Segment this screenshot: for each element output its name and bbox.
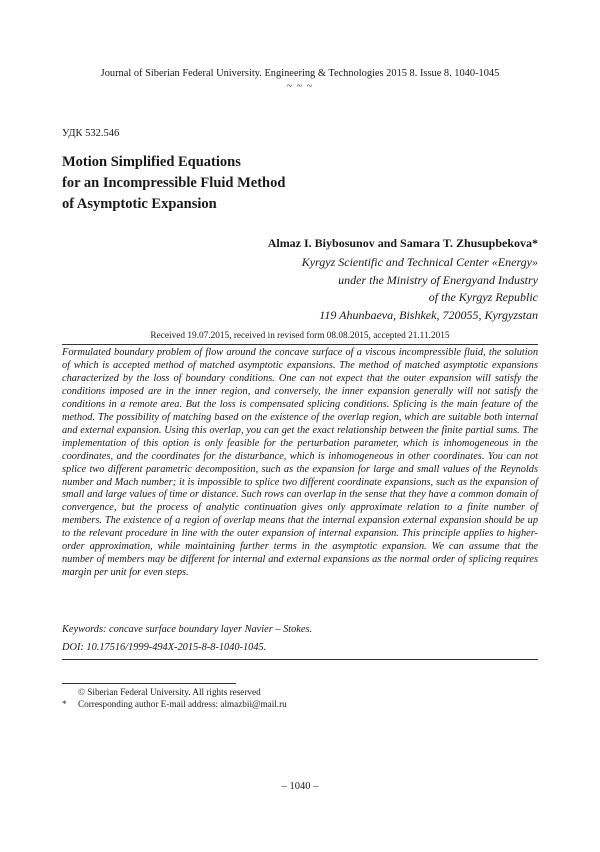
affiliation-line: under the Ministry of Energyand Industry (338, 272, 538, 287)
abstract: Formulated boundary problem of flow around the concave surface of a viscous incompressible fluid, the solution of which is accepted method of matched asymptotic expansions. The method of matched asymptotic expansions characterized by the loss of boundary conditions. One can not expect that the outer expansion will satisfy the conditions imposed are in the inner region, and conversely, the inner expansion generally will not satisfy the conditions in a remote area. But the loss is compensated splicing conditions. Splicing is the main feature of the method. The possibility of matching based on the existence of the overlap region, which are suitable both internal and external expansion. Using this overlap, you can get the exact relationship between the finite partial sums. The implementation of this option is only feasible for the perturbation parameter, which is inhomogeneous in the coordinates, and the coordinates for the disturbance, which is inhomogeneous in other coordinates. You can not splice two different parametric decomposition, such as the expansion for large and small values of the Reynolds number and Mach number; it is impossible to splice two different coordinate expansions, such as the expansion of small and large values of time or distance. Such rows can overlap in the sense that they have a common domain of convergence, but the process of analytic continuation gives only approximate relation to a finite number of members. The existence of a region of overlap means that the internal expansion external expansion should be up to the relevant procedure in line with the outer expansion of internal expansion. This principle applies to higher-order approximation, while maintaining further terms in the asymptotic expansion. We can assume that the number of members may be different for internal and external expansions as the normal order of splicing requires margin per unit for even steps. (62, 347, 538, 579)
doi: DOI: 10.17516/1999-494X-2015-8-8-1040-1045. (62, 642, 267, 653)
paper-title (62, 152, 285, 215)
keywords: Keywords: concave surface boundary layer Navier – Stokes. (62, 624, 313, 635)
footnote-mark: * (62, 699, 67, 709)
header-ornament: ~ ~ ~ (286, 81, 314, 92)
affiliation-line: Kyrgyz Scientific and Technical Center «Energy» (301, 255, 538, 269)
footnote-copyright (62, 687, 261, 697)
received-dates: Received 19.07.2015, received in revised form 08.08.2015, accepted 21.11.2015 (150, 331, 450, 341)
abstract-bottom-rule (62, 659, 538, 660)
abstract-top-rule (62, 344, 538, 345)
copyright-text: © Siberian Federal University. All rights reserved (78, 687, 261, 697)
corresponding-email: Corresponding author E-mail address: almazbii@mail.ru (78, 699, 287, 709)
authors: Almaz I. Biybosunov and Samara T. Zhusupbekova* (267, 236, 538, 250)
udk-code: УДК 532.546 (62, 128, 120, 139)
title-line: for an Incompressible Fluid Method (62, 175, 286, 191)
affiliation-line: 119 Ahunbaeva, Bishkek, 720055, Kyrgyzstan (319, 307, 538, 322)
affiliation-line: of the Kyrgyz Republic (428, 290, 538, 304)
title-line: of Asymptotic Expansion (62, 196, 217, 212)
affiliation (302, 254, 538, 324)
footnote-corresponding (62, 699, 287, 709)
footnote-rule (62, 683, 236, 684)
journal-header: Journal of Siberian Federal University. Engineering & Technologies 2015 8. Issue 8. 1040-1045 (100, 68, 500, 79)
page-number: – 1040 – (281, 781, 319, 792)
title-line: Motion Simplified Equations (62, 154, 241, 170)
